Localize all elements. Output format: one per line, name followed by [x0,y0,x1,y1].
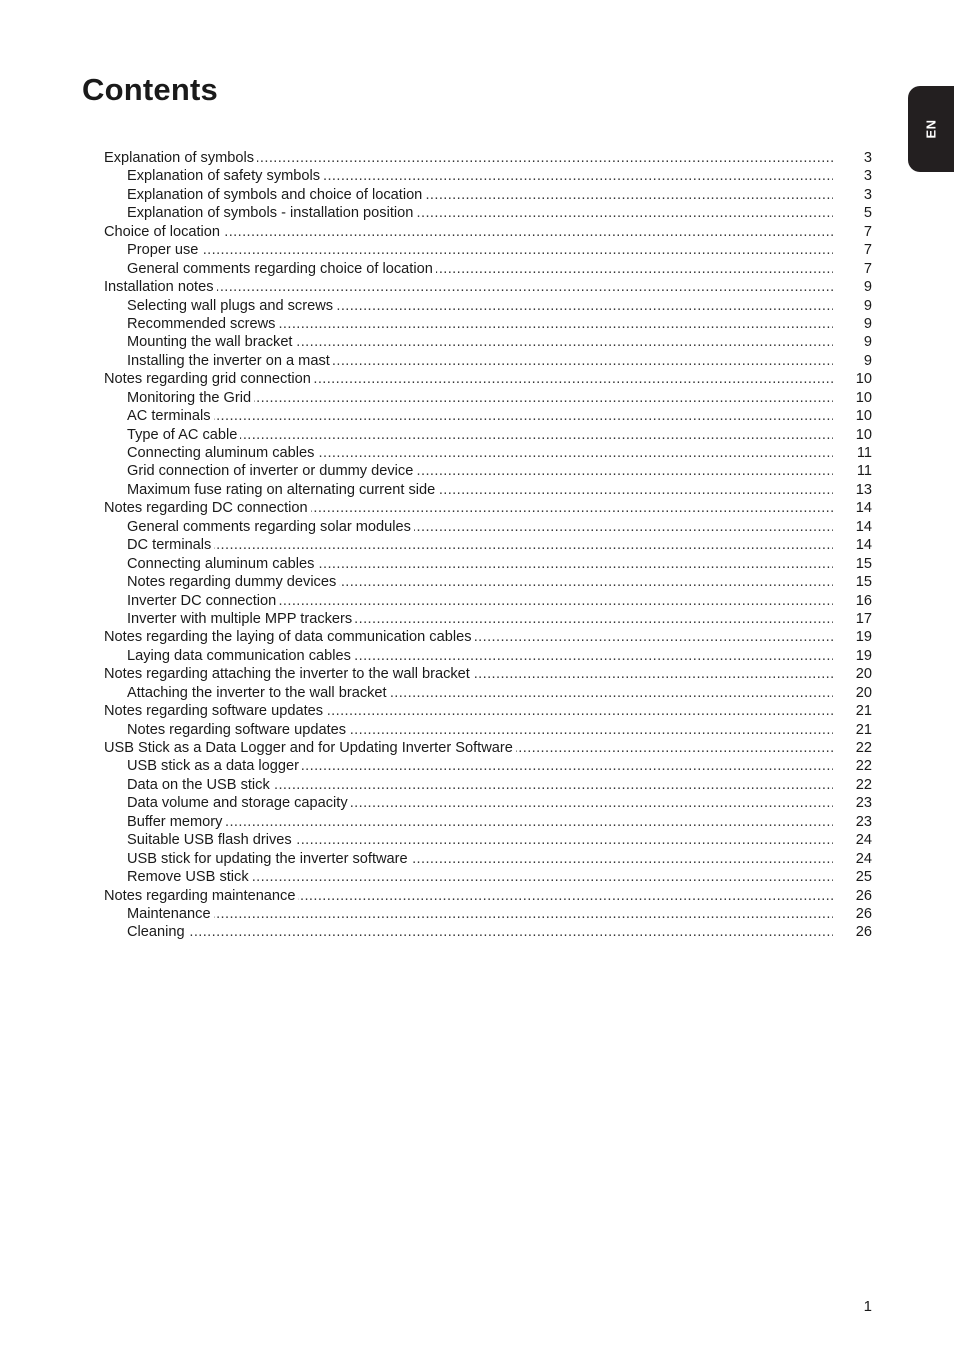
toc-entry-label [127,297,833,315]
toc-entry-title: Notes regarding grid connection [104,371,314,387]
toc-entry-label [127,868,833,886]
toc-entry-label [104,887,833,905]
toc-entry-page: 16 [855,592,872,609]
toc-entry-page: 22 [855,776,872,793]
toc-entry-title: Explanation of symbols - installation position [127,205,416,221]
toc-section-entry[interactable] [104,462,872,480]
toc-entry-label [127,573,833,591]
toc-entry-title: Suitable USB flash drives [127,832,295,848]
toc-entry-title: Inverter DC connection [127,593,279,609]
toc-entry-page: 13 [855,481,872,498]
toc-entry-label [127,813,833,831]
toc-entry-title: Notes regarding software updates [104,703,326,719]
toc-chapter-entry[interactable] [104,628,872,646]
toc-entry-page: 19 [855,629,872,646]
toc-entry-label [127,241,833,259]
toc-section-entry[interactable] [104,610,872,628]
toc-entry-label [127,204,833,222]
toc-section-entry[interactable] [104,868,872,886]
language-tab [908,86,954,172]
toc-section-entry[interactable] [104,794,872,812]
toc-entry-title: Notes regarding the laying of data communication cables [104,629,475,645]
toc-entry-page: 26 [855,905,872,922]
toc-entry-title: USB stick as a data logger [127,758,302,774]
toc-section-entry[interactable] [104,186,872,204]
toc-entry-page: 14 [855,518,872,535]
toc-section-entry[interactable] [104,518,872,536]
toc-chapter-entry[interactable] [104,499,872,517]
toc-section-entry[interactable] [104,923,872,941]
toc-section-entry[interactable] [104,647,872,665]
toc-entry-title: Choice of location [104,224,223,240]
toc-entry-page: 20 [855,666,872,683]
toc-entry-label [104,665,833,683]
toc-entry-page: 17 [855,610,872,627]
toc-entry-page: 26 [855,887,872,904]
toc-entry-title: Explanation of safety symbols [127,168,323,184]
toc-entry-label [127,186,833,204]
toc-section-entry[interactable] [104,776,872,794]
toc-entry-page: 7 [863,242,872,259]
toc-entry-title: Data volume and storage capacity [127,795,351,811]
toc-entry-title: Proper use [127,242,201,258]
toc-entry-label [127,333,833,351]
toc-entry-label [127,518,833,536]
toc-entry-title: Grid connection of inverter or dummy device [127,463,416,479]
toc-entry-page: 3 [863,186,872,203]
toc-entry-page: 7 [863,260,872,277]
toc-section-entry[interactable] [104,407,872,425]
toc-entry-title: Attaching the inverter to the wall bracket [127,685,390,701]
toc-entry-label [127,831,833,849]
toc-section-entry[interactable] [104,204,872,222]
toc-chapter-entry[interactable] [104,223,872,241]
toc-entry-page: 10 [855,371,872,388]
toc-entry-label [127,481,833,499]
toc-section-entry[interactable] [104,241,872,259]
toc-entry-label [127,536,833,554]
toc-entry-page: 15 [855,555,872,572]
toc-entry-page: 24 [855,850,872,867]
toc-entry-title: Mounting the wall bracket [127,334,295,350]
toc-entry-label [127,315,833,333]
toc-entry-title: Notes regarding DC connection [104,500,311,516]
toc-entry-page: 26 [855,924,872,941]
toc-section-entry[interactable] [104,573,872,591]
toc-entry-label [127,389,833,407]
toc-entry-page: 23 [855,795,872,812]
toc-entry-title: Connecting aluminum cables [127,556,317,572]
toc-entry-page: 10 [855,426,872,443]
toc-entry-page: 22 [855,740,872,756]
toc-section-entry[interactable] [104,315,872,333]
toc-entry-title: Monitoring the Grid [127,390,254,406]
toc-entry-label [127,592,833,610]
toc-entry-title: Notes regarding dummy devices [127,574,339,590]
toc-entry-page: 23 [855,813,872,830]
toc-section-entry[interactable] [104,905,872,923]
toc-entry-title: AC terminals [127,408,214,424]
toc-entry-label [104,702,833,720]
toc-entry-title: DC terminals [127,537,214,553]
toc-entry-page: 11 [856,463,872,480]
toc-entry-label [127,260,833,278]
toc-entry-label [104,149,833,167]
toc-entry-label [127,167,833,185]
toc-chapter-entry[interactable] [104,887,872,905]
toc-entry-page: 9 [863,315,872,332]
toc-entry-title: Connecting aluminum cables [127,445,317,461]
toc-entry-label [127,757,833,775]
toc-entry-label [127,905,833,923]
toc-entry-title: Notes regarding maintenance [104,888,298,904]
toc-entry-title: Explanation of symbols and choice of location [127,187,425,203]
toc-entry-title: USB stick for updating the inverter software [127,851,411,867]
toc-entry-label [127,555,833,573]
toc-entry-page: 20 [855,684,872,701]
toc-entry-label [104,223,833,241]
toc-entry-page: 9 [863,279,872,296]
toc-entry-page: 19 [855,647,872,664]
toc-entry-title: Type of AC cable [127,427,240,443]
toc-entry-title: Installation notes [104,279,217,295]
toc-entry-title: General comments regarding solar modules [127,519,414,535]
toc-section-entry[interactable] [104,536,872,554]
toc-entry-label [104,628,833,646]
toc-chapter-entry[interactable] [104,665,872,683]
toc-chapter-entry[interactable] [104,278,872,296]
toc-entry-page: 7 [863,223,872,240]
toc-entry-label [127,776,833,794]
toc-entry-label [127,647,833,665]
toc-chapter-entry[interactable] [104,702,872,720]
toc-entry-title: Inverter with multiple MPP trackers [127,611,355,627]
toc-entry-label [104,370,833,388]
toc-section-entry[interactable] [104,555,872,573]
toc-entry-page: 22 [855,758,872,775]
toc-entry-page: 21 [855,703,872,720]
toc-section-entry[interactable] [104,444,872,462]
toc-section-entry[interactable] [104,426,872,444]
toc-entry-page: 10 [855,408,872,425]
toc-entry-page: 5 [863,205,872,222]
toc-entry-page: 15 [855,574,872,591]
toc-entry-label [127,794,833,812]
toc-section-entry[interactable] [104,831,872,849]
toc-section-entry[interactable] [104,481,872,499]
toc-entry-label [104,499,833,517]
toc-section-entry[interactable] [104,260,872,278]
toc-section-entry[interactable] [104,757,872,775]
page-number: 1 [863,1298,872,1315]
toc-entry-title: Maintenance [127,906,214,922]
toc-entry-page: 9 [863,297,872,314]
toc-section-entry[interactable] [104,684,872,702]
toc-entry-label [127,462,833,480]
toc-entry-page: 3 [863,150,872,166]
toc-chapter-entry[interactable] [104,149,872,167]
toc-entry-title: Data on the USB stick [127,777,273,793]
toc-entry-label [127,426,833,444]
toc-entry-label [127,352,833,370]
toc-section-entry[interactable] [104,333,872,351]
toc-entry-page: 14 [855,537,872,554]
toc-entry-label [104,739,833,757]
toc-chapter-entry[interactable] [104,739,872,757]
toc-entry-title: General comments regarding choice of location [127,261,436,277]
toc-entry-label [127,684,833,702]
toc-entry-page: 10 [855,389,872,406]
toc-entry-page: 9 [863,334,872,351]
language-tab-label: EN [923,119,939,139]
page-title: Contents [82,72,218,107]
toc-entry-title: USB Stick as a Data Logger and for Updating Inverter Software [104,740,516,756]
toc-entry-title: Buffer memory [127,814,225,830]
toc-section-entry[interactable] [104,592,872,610]
toc-entry-page: 21 [855,721,872,738]
toc-entry-page: 9 [863,352,872,369]
toc-entry-title: Notes regarding attaching the inverter to the wall bracket [104,666,473,682]
toc-entry-page: 25 [855,869,872,886]
toc-section-entry[interactable] [104,167,872,185]
toc-entry-title: Selecting wall plugs and screws [127,298,336,314]
toc-section-entry[interactable] [104,850,872,868]
toc-entry-page: 14 [855,500,872,517]
toc-entry-label [127,850,833,868]
toc-section-entry[interactable] [104,389,872,407]
toc-entry-label [127,923,833,941]
toc-entry-page: 24 [855,832,872,849]
toc-entry-label [127,721,833,739]
toc-chapter-entry[interactable] [104,370,872,388]
table-of-contents [104,149,872,942]
toc-entry-page: 11 [856,445,872,461]
toc-entry-title: Explanation of symbols [104,150,257,166]
toc-section-entry[interactable] [104,352,872,370]
toc-entry-title: Remove USB stick [127,869,252,885]
toc-entry-title: Installing the inverter on a mast [127,353,333,369]
toc-entry-title: Cleaning [127,924,188,940]
toc-entry-title: Notes regarding software updates [127,722,349,738]
toc-entry-title: Laying data communication cables [127,648,354,664]
toc-section-entry[interactable] [104,813,872,831]
toc-entry-label [127,444,833,462]
toc-entry-title: Recommended screws [127,316,278,332]
toc-section-entry[interactable] [104,297,872,315]
toc-entry-label [104,278,833,296]
toc-entry-label [127,610,833,628]
toc-entry-label [127,407,833,425]
toc-entry-page: 3 [863,168,872,185]
toc-section-entry[interactable] [104,721,872,739]
toc-entry-title: Maximum fuse rating on alternating current side [127,482,438,498]
